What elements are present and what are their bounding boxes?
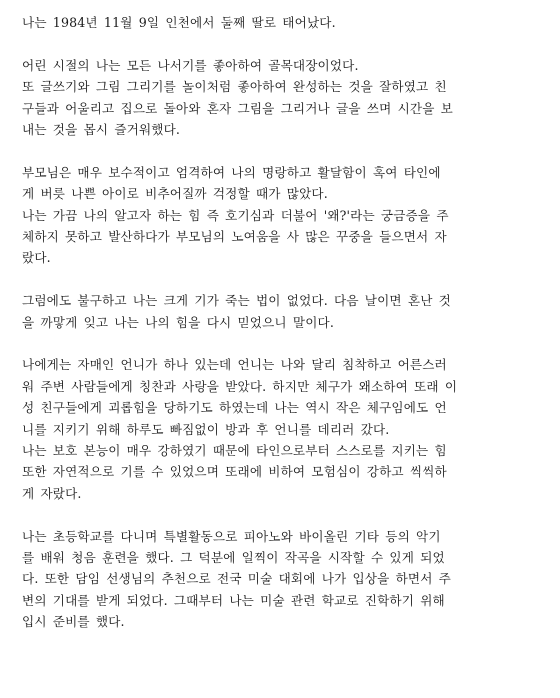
text-line: 랐다.	[22, 250, 51, 266]
paragraph-sister	[22, 354, 536, 504]
text-line: 게 버릇 나쁜 아이로 비추어질까 걱정할 때가 많았다.	[22, 186, 328, 202]
text-line: 나는 보호 본능이 매우 강하였기 때문에 타인으로부터 스스로를 지키는 힘	[22, 443, 447, 459]
text-line: 니를 지키기 위해 하루도 빠짐없이 방과 후 언니를 데리러 갔다.	[22, 421, 390, 437]
text-line: 입시 준비를 했다.	[22, 614, 125, 630]
text-line: 성 친구들에게 괴롭힘을 당하기도 하였는데 나는 역시 작은 체구임에도 언	[22, 400, 447, 416]
text-line: 나에게는 자매인 언니가 하나 있는데 언니는 나와 달리 침착하고 어른스러	[22, 357, 447, 373]
text-line: 또 글쓰기와 그림 그리기를 놀이처럼 좋아하여 완성하는 것을 잘하였고 친	[22, 79, 447, 95]
text-line: 부모님은 매우 보수적이고 엄격하여 나의 명랑하고 활달함이 혹여 타인에	[22, 164, 441, 180]
text-line: 구들과 어울리고 집으로 돌아와 혼자 그림을 그리거나 글을 쓰며 시간을 보	[22, 100, 453, 116]
paragraph-resilience	[22, 290, 536, 333]
text-line: 을 까맣게 잊고 나는 나의 힘을 다시 믿었으니 말이다.	[22, 314, 335, 330]
paragraph-gap	[22, 140, 536, 161]
paragraph-school	[22, 526, 536, 633]
text-line: 다. 또한 담임 선생님의 추천으로 전국 미술 대회에 나가 입상을 하면서 주	[22, 571, 451, 587]
text-line: 나는 가끔 나의 알고자 하는 힘 즉 호기심과 더불어 '왜?'라는 궁금증을 주	[22, 207, 449, 223]
paragraph-childhood	[22, 55, 536, 141]
paragraph-gap	[22, 333, 536, 354]
text-line: 어린 시절의 나는 모든 나서기를 좋아하여 골목대장이었다.	[22, 57, 359, 73]
paragraph-gap	[22, 33, 536, 54]
text-line: 게 자랐다.	[22, 485, 82, 501]
text-line: 나는 1984년 11월 9일 인천에서 둘째 딸로 태어났다.	[22, 15, 336, 30]
paragraph-parents	[22, 162, 536, 269]
text-line: 체하지 못하고 발산하다가 부모님의 노여움을 사 많은 꾸중을 들으면서 자	[22, 229, 447, 245]
text-line: 내는 것을 몹시 즐거워했다.	[22, 122, 181, 138]
text-line: 를 배워 청음 훈련을 했다. 그 덕분에 일찍이 작곡을 시작할 수 있게 되었	[22, 550, 445, 566]
text-line: 나는 초등학교를 다니며 특별활동으로 피아노와 바이올린 기타 등의 악기	[22, 528, 441, 544]
text-line: 또한 자연적으로 기를 수 있었으며 또래에 비하여 모험심이 강하고 씩씩하	[22, 464, 447, 480]
text-line: 그럼에도 불구하고 나는 크게 기가 죽는 법이 없었다. 다음 날이면 혼난 것	[22, 293, 451, 309]
paragraph-gap	[22, 269, 536, 290]
text-line: 변의 기대를 받게 되었다. 그때부터 나는 미술 관련 학교로 진학하기 위해	[22, 592, 445, 608]
text-line: 워 주변 사람들에게 칭찬과 사랑을 받았다. 하지만 체구가 왜소하여 또래 이	[22, 378, 458, 394]
paragraph-gap	[22, 504, 536, 525]
paragraph-birth	[22, 12, 536, 33]
